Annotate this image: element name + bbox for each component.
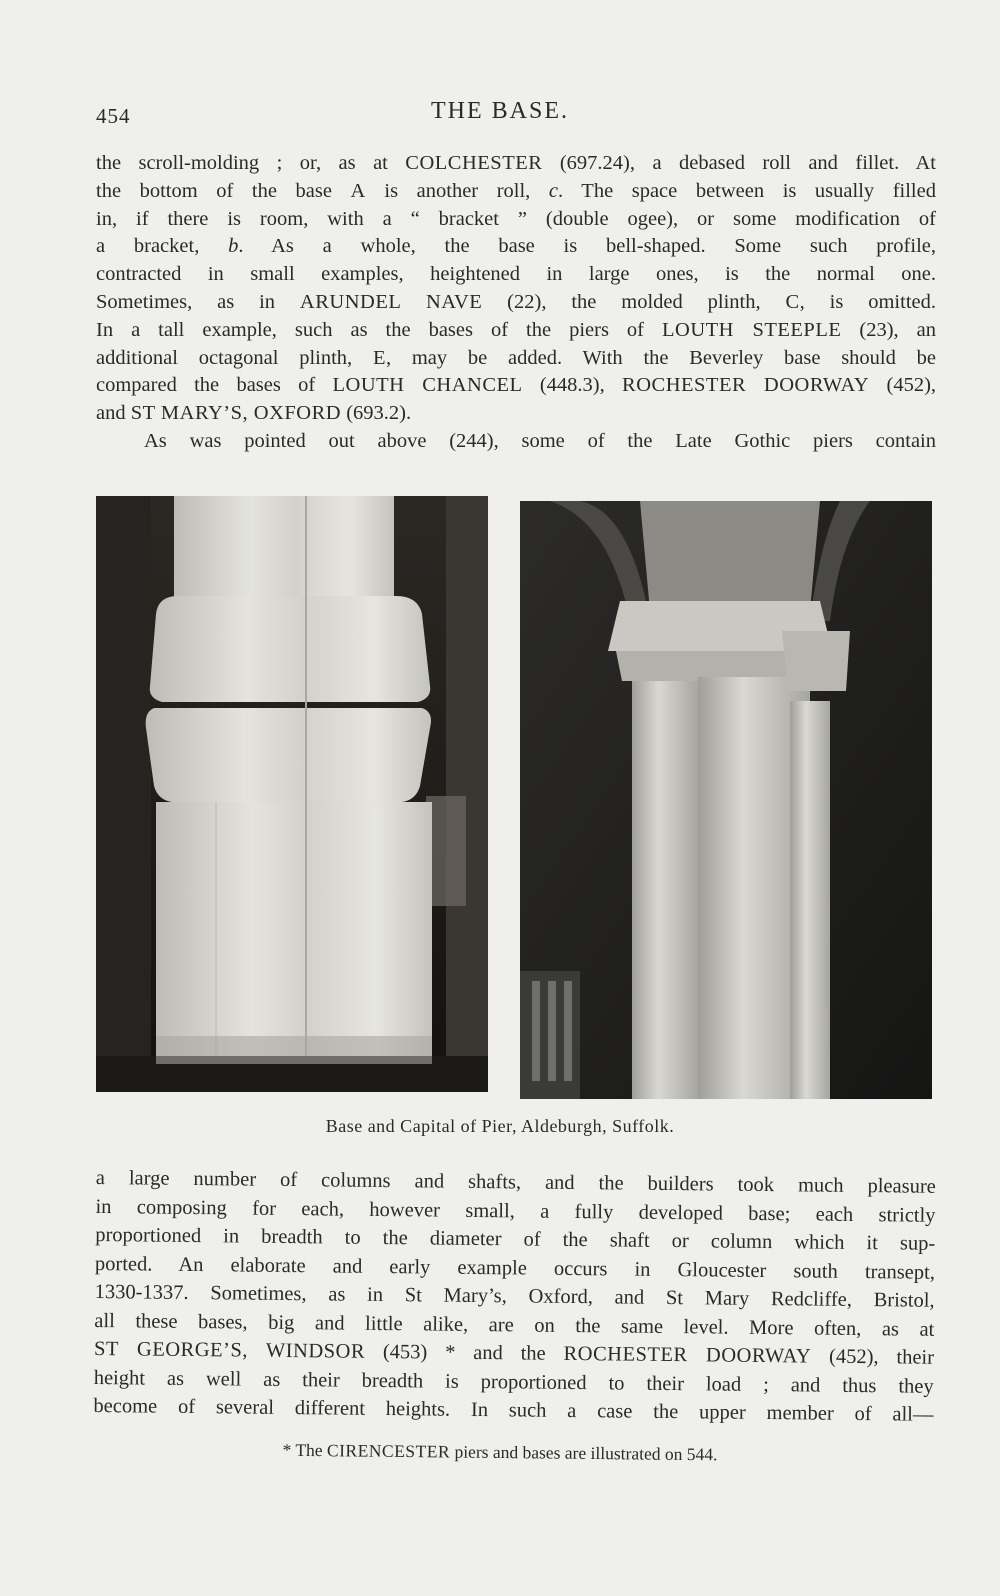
figure-caption: Base and Capital of Pier, Aldeburgh, Suffolk.: [325, 1116, 675, 1136]
running-head: THE BASE.: [431, 98, 569, 124]
text-line: the bottom of the base A is another roll, c. The space between is usually filled: [96, 179, 936, 202]
text-line: in, if there is room, with a “ bracket ” (double ogee), or some modification of: [96, 207, 936, 230]
text-line: Sometimes, as in ARUNDEL NAVE (22), the molded plinth, C, is omitted.: [96, 290, 936, 313]
top-paragraph: [96, 150, 936, 456]
text-line: compared the bases of LOUTH CHANCEL (448.3), ROCHESTER DOORWAY (452),: [96, 374, 937, 397]
text-line: and ST MARY’S, OXFORD (693.2).: [96, 402, 412, 425]
photo-pier-base: [96, 496, 488, 1092]
text-line: As was pointed out above (244), some of the Late Gothic piers contain: [144, 429, 936, 452]
text-line: ported. An elaborate and early example occurs in Gloucester south transept,: [94, 1252, 936, 1284]
text-line: proportioned in breadth to the diameter of the shaft or column which it sup-: [95, 1223, 936, 1255]
text-line: 1330-1337. Sometimes, as in St Mary’s, Oxford, and St Mary Redcliffe, Bristol,: [94, 1280, 935, 1312]
pier-capital-illustration: [520, 501, 932, 1099]
text-line: all these bases, big and little alike, are on the same level. More often, as at: [94, 1309, 935, 1341]
text-line: additional octagonal plinth, E, may be added. With the Beverley base should be: [96, 346, 936, 369]
text-line: ST GEORGE’S, WINDSOR (453) * and the ROCHESTER DOORWAY (452), their: [93, 1337, 935, 1369]
text-line: contracted in small examples, heightened in large ones, is the normal one.: [96, 263, 936, 286]
footnote: * The CIRENCESTER piers and bases are illustrated on 544.: [282, 1439, 718, 1465]
page-number: 454: [96, 104, 131, 128]
text-line: in composing for each, however small, a fully developed base; each strictly: [95, 1195, 936, 1227]
text-line: a bracket, b. As a whole, the base is bell-shaped. Some such profile,: [96, 235, 936, 258]
pier-base-illustration: [96, 496, 488, 1092]
photo-pier-capital: [520, 501, 932, 1099]
text-line: height as well as their breadth is proportioned to their load ; and thus they: [93, 1366, 934, 1398]
text-line: the scroll-molding ; or, as at COLCHESTER (697.24), a debased roll and fillet. At: [96, 152, 936, 174]
text-line: a large number of columns and shafts, and the builders took much pleasure: [95, 1166, 936, 1198]
bottom-paragraph: [93, 1164, 936, 1429]
text-line: In a tall example, such as the bases of the piers of LOUTH STEEPLE (23), an: [96, 318, 936, 341]
text-line: become of several different heights. In such a case the upper member of all—: [93, 1394, 934, 1426]
